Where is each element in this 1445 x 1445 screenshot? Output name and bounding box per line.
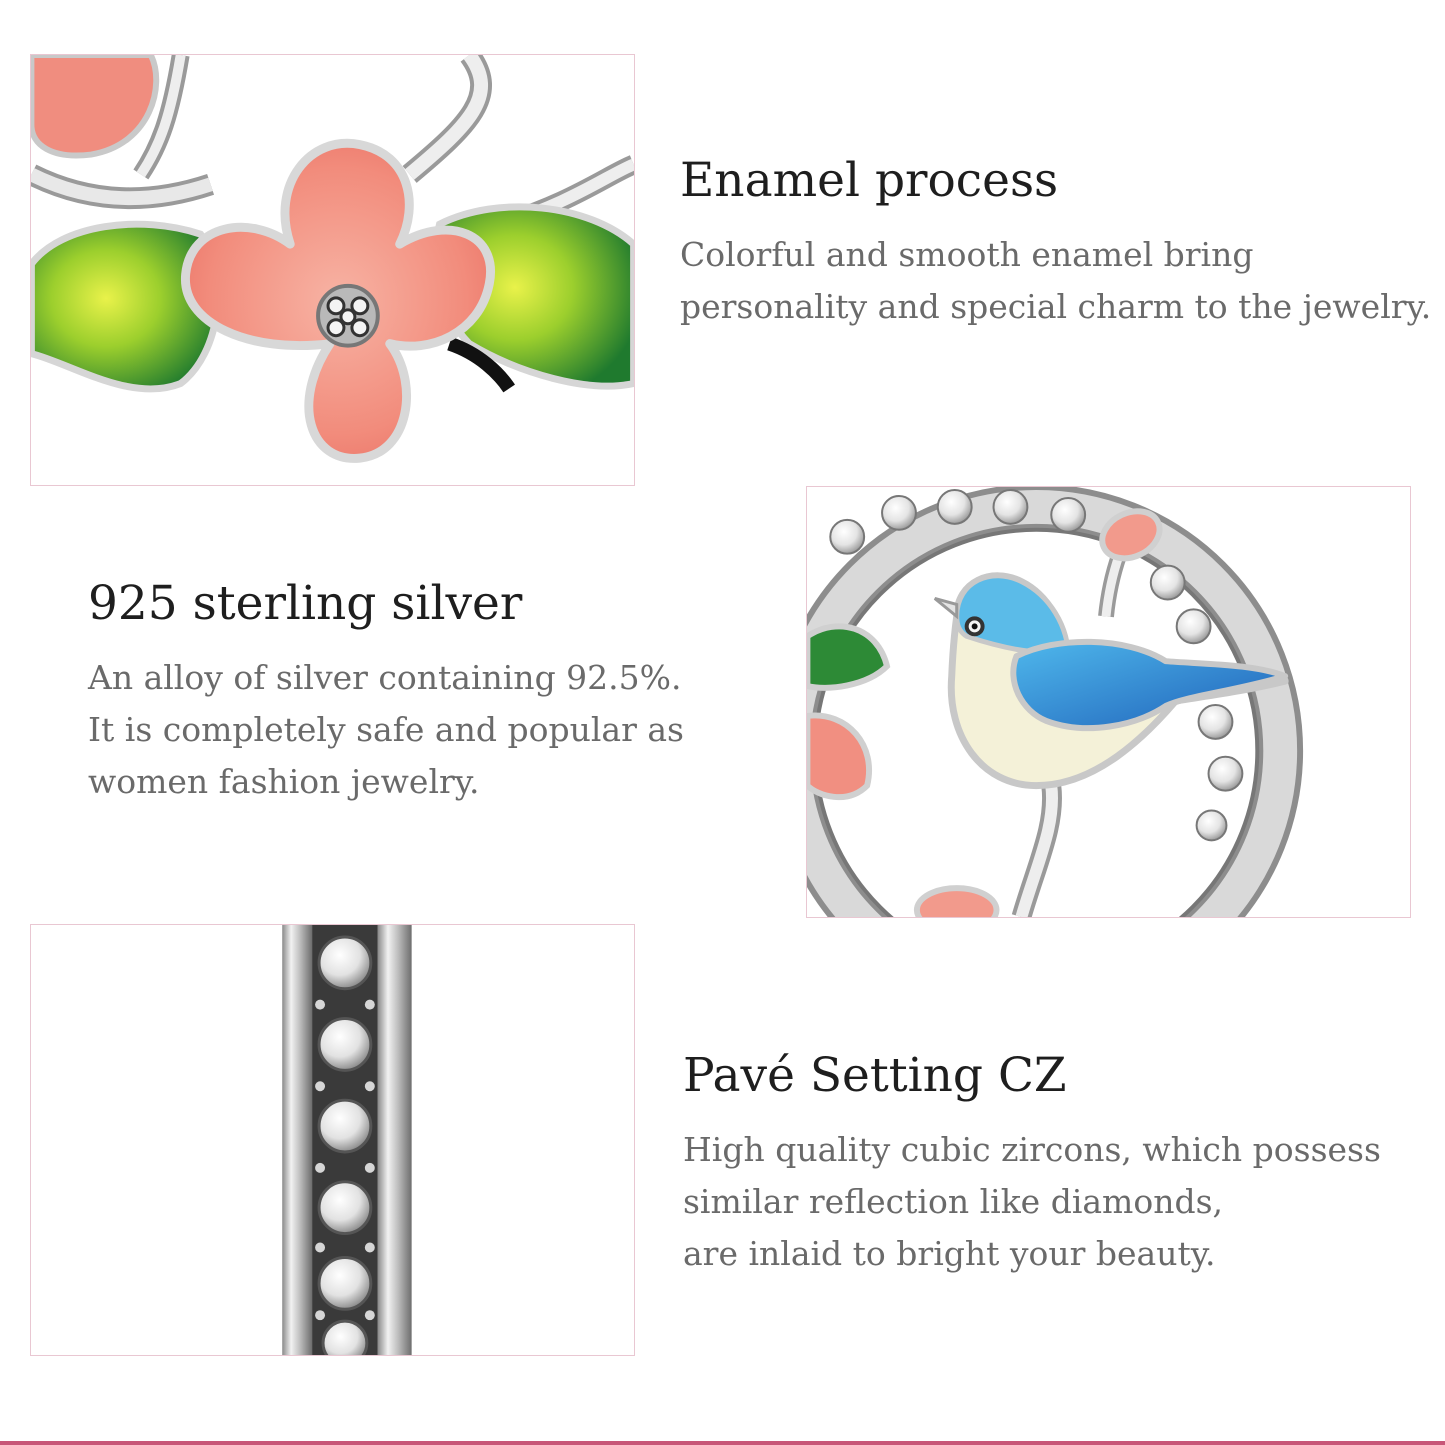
feature-title: 925 sterling silver (88, 576, 523, 631)
bottom-divider (0, 1441, 1445, 1445)
feature-description-line: It is completely safe and popular as (88, 709, 684, 749)
feature-description-line: An alloy of silver containing 92.5%. (88, 657, 682, 697)
feature-title: Enamel process (680, 153, 1059, 208)
feature-description-line: women fashion jewelry. (88, 761, 480, 801)
bird-charm-photo (806, 486, 1411, 918)
enamel-flower-illustration (31, 55, 634, 485)
feature-description (680, 229, 1431, 333)
feature-description-line: similar reflection like diamonds, (683, 1181, 1224, 1221)
feature-title: Pavé Setting CZ (683, 1048, 1067, 1103)
feature-sterling-silver (88, 578, 684, 808)
feature-description-line: Colorful and smooth enamel bring (680, 234, 1254, 274)
pave-band-illustration (31, 925, 634, 1355)
bird-charm-illustration (807, 487, 1410, 917)
feature-description (88, 652, 684, 808)
enamel-flower-photo (30, 54, 635, 486)
pave-band-photo (30, 924, 635, 1356)
feature-pave-setting (683, 1050, 1381, 1280)
feature-description-line: High quality cubic zircons, which possess (683, 1129, 1381, 1169)
feature-enamel (680, 155, 1431, 333)
feature-description-line: are inlaid to bright your beauty. (683, 1233, 1216, 1273)
feature-description-line: personality and special charm to the jewelry. (680, 286, 1432, 326)
feature-description (683, 1124, 1381, 1280)
